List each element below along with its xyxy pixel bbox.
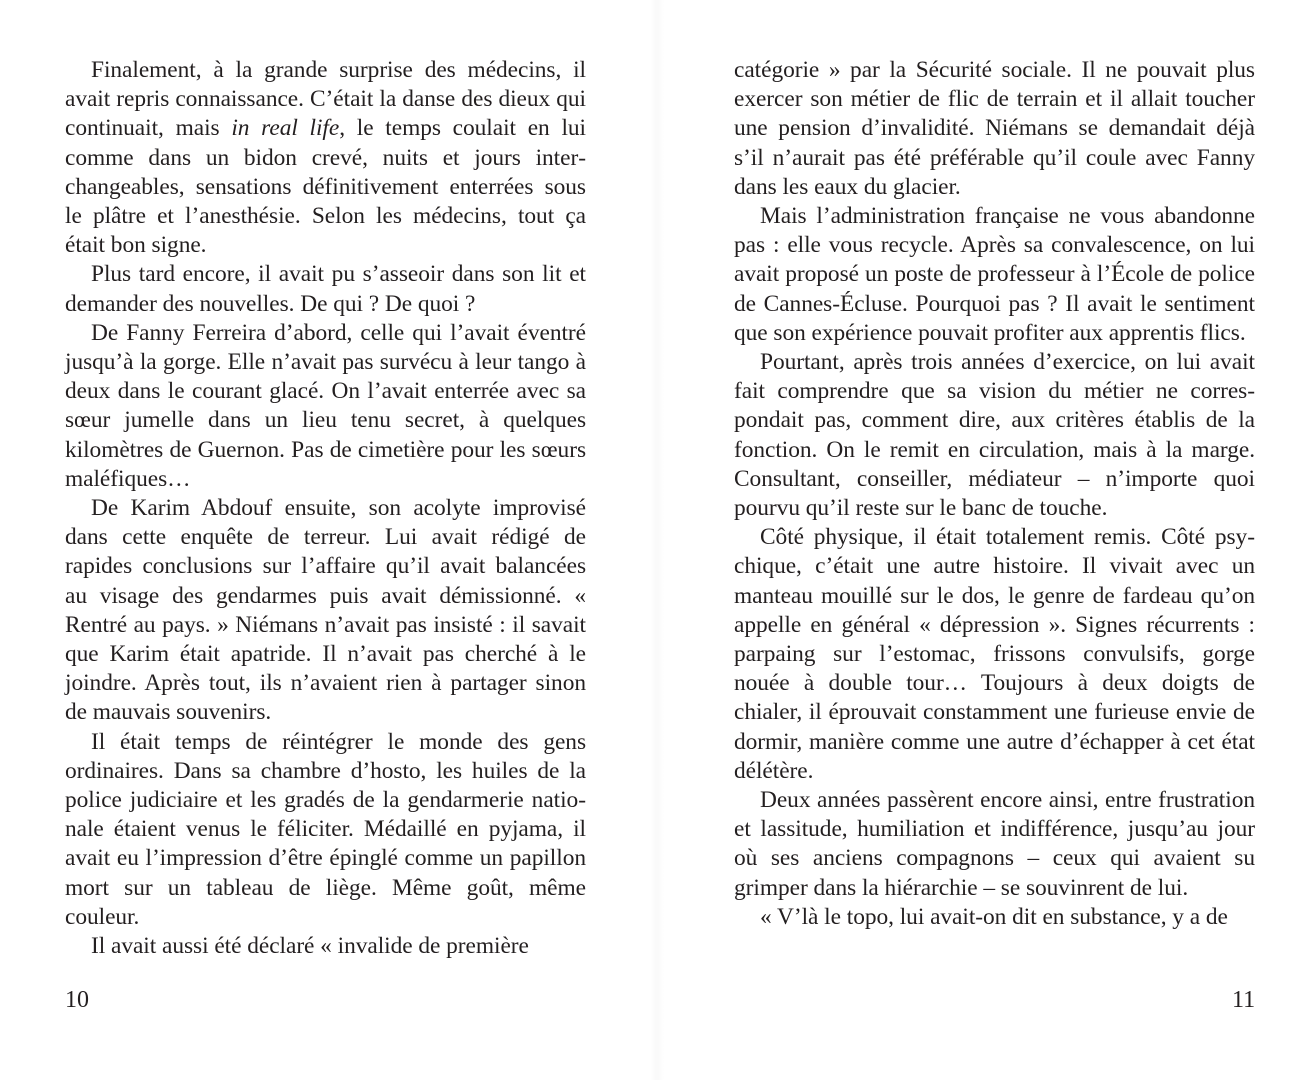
paragraph: De Fanny Ferreira d’abord, celle qui l’avait éventré jusqu’à la gorge. Elle n’avait pas survécu à leur tango à deux dans le courant glacé. On l’avait enterrée avec sa sœur jumelle dans un lieu tenu secret, à quelques kilomètres de Guernon. Pas de cimetière pour les sœurs maléfiques…: [65, 319, 586, 492]
paragraph: « V’là le topo, lui avait-on dit en substance, y a de: [760, 903, 1228, 930]
paragraph: catégorie » par la Sécurité sociale. Il ne pouvait plus exercer son métier de flic de terrain et il allait toucher une pension d’invalidité. Niémans se demandait déjà s’il n’aurait pas été préférable qu’il coule avec Fanny dans les eaux du glacier.: [734, 57, 1255, 200]
paragraph: De Karim Abdouf ensuite, son acolyte improvisé dans cette enquête de terreur. Lui avait rédigé de rapides conclusions sur l’affaire qu’il avait balancées au visage des gendarmes puis avait démissionné. « Rentré au pays. » Niémans n’avait pas insisté : il savait que Karim était apatride. Il n’avait pas cherché à le joindre. Après tout, ils n’avaient rien à partager sinon de mauvais souvenirs.: [65, 495, 586, 726]
paragraph: Il était temps de réintégrer le monde des gens ordinaires. Dans sa chambre d’hosto, les huiles de la police judiciaire et les gradés de la gendarmerie nationale étaient venus le féliciter. Médaillé en pyjama, il avait eu l’impression d’être épinglé comme un papillon mort sur un tableau de liège. Même goût, même couleur.: [65, 728, 586, 930]
book-gutter: [650, 0, 664, 1080]
paragraph: Pourtant, après trois années d’exercice, on lui avait fait comprendre que sa vision du métier ne correspondait pas, comment dire, aux critères établis de la fonction. On le remit en circulation, mais à la marge. Consultant, conseiller, médiateur – n’importe quoi pourvu qu’il reste sur le banc de touche.: [734, 349, 1255, 522]
paragraph: Mais l’administration française ne vous abandonne pas : elle vous recycle. Après sa convalescence, on lui avait proposé un poste de professeur à l’École de police de Cannes-Écluse. Pourquoi pas ? Il avait le sentiment que son expérience pouvait profiter aux apprentis flics.: [734, 203, 1255, 346]
page-number-right: 11: [1232, 987, 1256, 1013]
paragraph: Côté physique, il était totalement remis. Côté psychique, c’était une autre histoire. Il vivait avec un manteau mouillé sur le dos, le genre de fardeau qu’on appelle en général « dépression ». Signes récurrents : parpaing sur l’estomac, frissons convulsifs, gorge nouée à double tour… Toujours à deux doigts de chialer, il éprouvait constamment une furieuse envie de dormir, manière comme une autre d’échapper à cet état délétère.: [734, 524, 1255, 784]
left-page: [65, 56, 586, 961]
page-number-left: 10: [65, 987, 89, 1013]
right-page: [734, 56, 1255, 932]
paragraph: Finalement, à la grande surprise des médecins, il avait repris connaissance. C’était la danse des dieux qui continuait, mais in real life, le temps coulait en lui comme dans un bidon crevé, nuits et jours interchangeables, sensations définitivement enterrées sous le plâtre et l’anesthésie. Selon les médecins, tout ça était bon signe.: [65, 57, 586, 259]
paragraph: Deux années passèrent encore ainsi, entre frustration et lassitude, humiliation et indifférence, jusqu’au jour où ses anciens compagnons – ceux qui avaient su grimper dans la hiérarchie – se souvinrent de lui.: [734, 787, 1255, 901]
paragraph: Il avait aussi été déclaré « invalide de première: [91, 933, 529, 960]
italic-phrase: in real life: [231, 115, 340, 142]
paragraph: Plus tard encore, il avait pu s’asseoir dans son lit et demander des nouvelles. De qui ? De quoi ?: [65, 261, 586, 317]
